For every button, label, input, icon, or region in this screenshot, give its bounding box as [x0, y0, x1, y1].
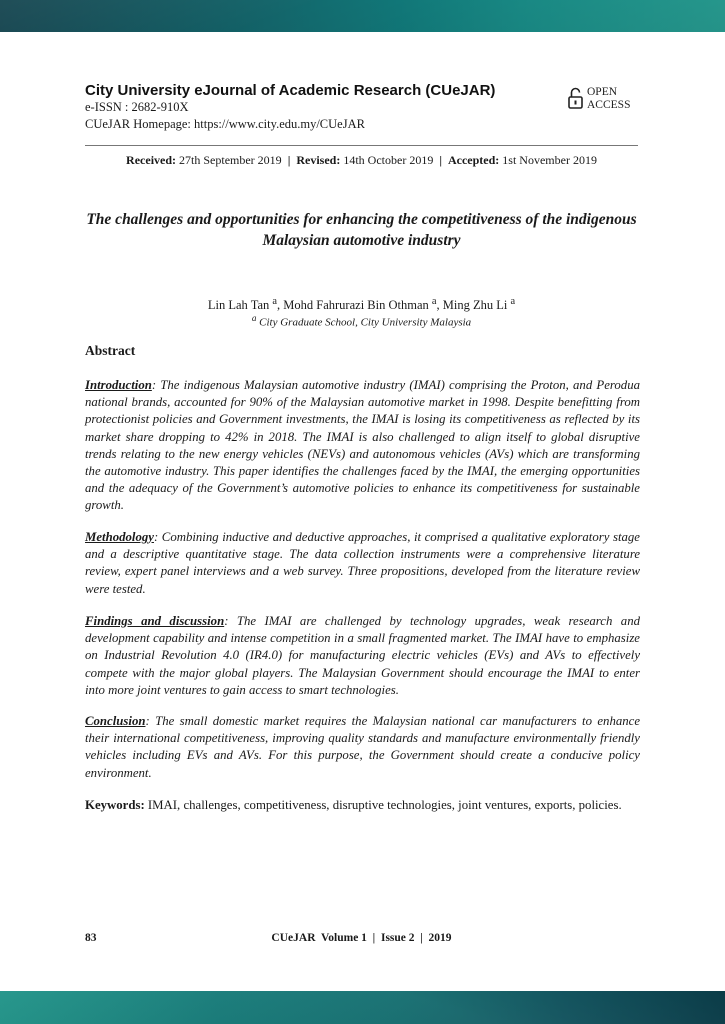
section-text: : Combining inductive and deductive approaches, it comprised a qualitative exploratory stage and a descriptive quantitative stage. The data collection instruments were a comprehensive literature review, expert panel interviews and a web survey. Three propositions, developed from the literature review were tested.	[85, 530, 640, 596]
journal-eissn: e-ISSN : 2682-910X	[85, 100, 189, 114]
section-text: : The small domestic market requires the Malaysian national car manufacturers to enhance their international competitiveness, improving quality standards and manufacture environmentally friendly vehicles including EVs and AVs. For this purpose, the Government should create a conducive policy environment.	[85, 714, 640, 780]
header-band	[0, 0, 725, 32]
keywords	[85, 797, 640, 814]
author-name: Mohd Fahrurazi Bin Othman	[283, 298, 429, 313]
open-access-line2: ACCESS	[587, 99, 631, 111]
section-label: Conclusion	[85, 714, 146, 728]
section-text: : The IMAI are challenged by technology upgrades, weak research and development capability and intense competition in a small fragmented market. The IMAI have to emphasize on Industrial Revolution 4.0 (IR4.0) for manufacturing electric vehicles (EVs) and AVs to effectively compete with the major global players. The Malaysian Government should encourage the IMAI to enter into more joint ventures to gain access to smart technologies.	[85, 614, 640, 697]
section-label: Methodology	[85, 530, 154, 544]
abstract-heading: Abstract	[85, 343, 136, 358]
section-label: Findings and discussion	[85, 614, 225, 628]
footer-volume: CUeJAR Volume 1 | Issue 2 | 2019	[271, 932, 452, 944]
open-access-badge	[568, 86, 630, 112]
journal-header	[85, 82, 495, 133]
section-label: Introduction	[85, 378, 152, 392]
journal-name: City University eJournal of Academic Research (CUeJAR)	[85, 82, 496, 99]
revised-label: Revised:	[296, 153, 341, 167]
dates-separator: |	[439, 153, 442, 167]
section-text: : The indigenous Malaysian automotive industry (IMAI) comprising the Proton, and Perodua national brands, accounted for 90% of the Malaysian automotive market in 1998. Despite benefitting from protectionist policies and Government investments, the IMAI is losing its competitiveness as reflected by its market share dropping to 42% in 2018. The IMAI is also challenged to align itself to global disruptive trends relating to the new energy vehicles (NEVs) and autonomous vehicles (AVs) which are transforming the automotive industry. This paper identifies the challenges faced by the IMAI, the emerging opportunities and the adequacy of the Government’s automotive policies to enhance its competitiveness for sustainable growth.	[85, 378, 640, 513]
keywords-text: IMAI, challenges, competitiveness, disruptive technologies, joint ventures, exports, policies.	[144, 798, 622, 812]
accepted-label: Accepted:	[447, 153, 500, 167]
footer-band	[0, 991, 725, 1024]
page-number: 83	[85, 932, 97, 944]
abstract-introduction	[85, 377, 640, 515]
dates-separator: |	[287, 153, 291, 167]
received-label: Received:	[126, 153, 177, 167]
author-name: Ming Zhu Li	[442, 298, 508, 313]
abstract-conclusion	[85, 713, 640, 782]
author-affiliation-mark: a	[510, 296, 516, 307]
open-lock-icon	[568, 86, 583, 110]
journal-homepage: CUeJAR Homepage: https://www.city.edu.my/CUeJAR	[85, 117, 365, 131]
author-affiliation-mark: a	[431, 296, 437, 307]
abstract-methodology	[85, 529, 640, 598]
author-list: Lin Lah Tan $^a$, Mohd Fahrurazi Bin Othman $^a$, Ming Zhu Li $^a$	[207, 296, 516, 313]
header-divider	[85, 145, 638, 146]
affiliation	[85, 313, 638, 329]
author-affiliation-mark: a	[272, 296, 278, 307]
author-name: Lin Lah Tan	[207, 298, 270, 313]
submission-dates	[85, 153, 638, 168]
received-date: 27th September 2019	[179, 153, 282, 167]
revised-date: 14th October 2019	[343, 153, 434, 167]
affiliation-mark: a	[251, 313, 257, 323]
keywords-label: Keywords:	[85, 798, 145, 812]
open-access-line1: OPEN	[587, 86, 618, 98]
paper-title: The challenges and opportunities for enhancing the competitiveness of the indigenous Malaysian automotive industry	[86, 211, 637, 249]
accepted-date: 1st November 2019	[502, 153, 597, 167]
affiliation-text: City Graduate School, City University Malaysia	[259, 316, 472, 329]
abstract-findings	[85, 613, 640, 699]
